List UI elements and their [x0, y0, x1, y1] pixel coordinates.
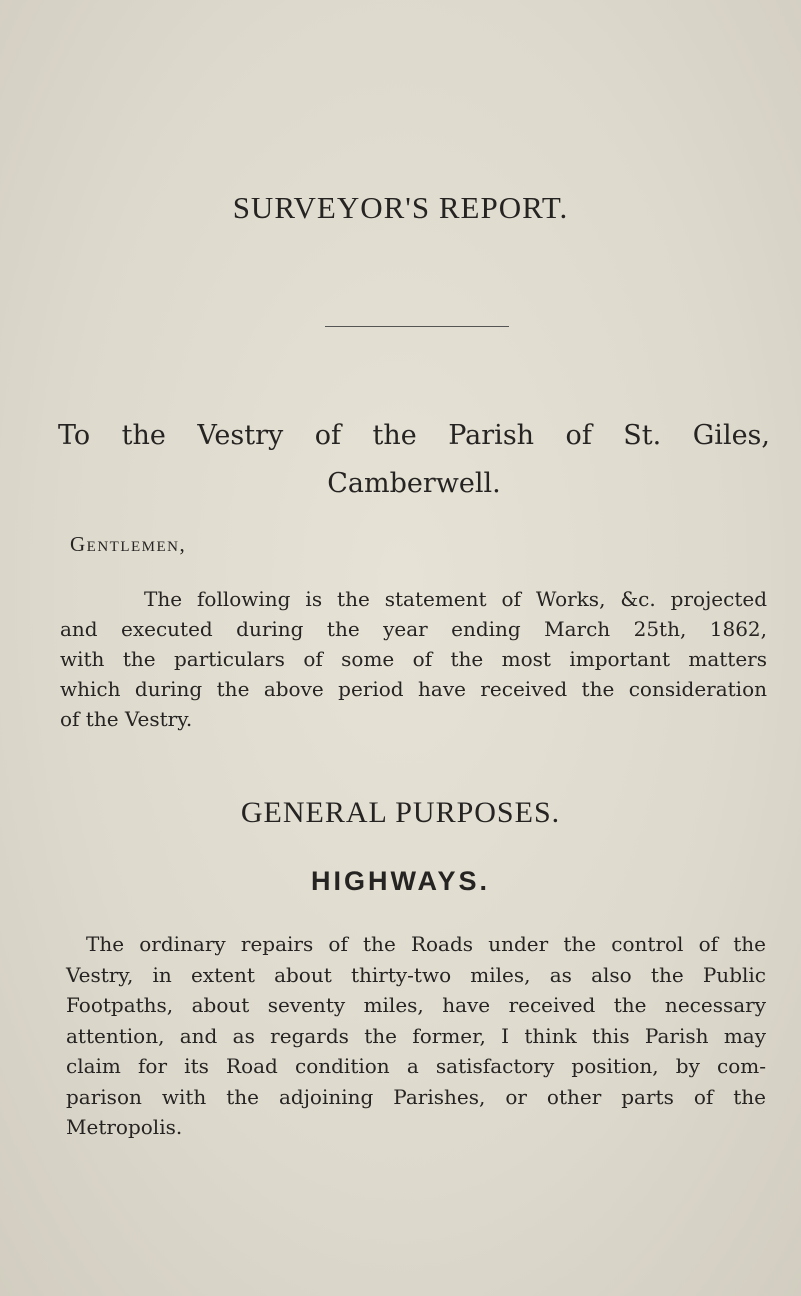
text-line: Footpaths, about seventy miles, have received the necessary: [66, 993, 766, 1017]
address-line: To the Vestry of the Parish of St. Giles,: [58, 420, 770, 451]
text-line: claim for its Road condition a satisfactory position, by com-: [66, 1054, 766, 1078]
address-block: [58, 412, 770, 508]
text-line: of the Vestry.: [60, 707, 193, 731]
text-line: which during the above period have received the consideration: [60, 677, 767, 701]
intro-paragraph: [60, 584, 767, 734]
page-title: SURVEYOR'S REPORT.: [232, 190, 569, 225]
address-line: Camberwell.: [327, 468, 501, 499]
section-title: GENERAL PURPOSES.: [240, 796, 561, 829]
divider-rule: [325, 326, 509, 327]
text-line: The ordinary repairs of the Roads under the control of the: [86, 932, 766, 956]
subsection-title: HIGHWAYS.: [310, 866, 491, 896]
salutation: Gentlemen,: [70, 532, 187, 556]
highways-paragraph: [66, 929, 766, 1143]
text-line: The following is the statement of Works, &c. projected: [144, 587, 767, 611]
text-line: with the particulars of some of the most important matters: [60, 647, 767, 671]
text-line: attention, and as regards the former, I think this Parish may: [66, 1023, 766, 1048]
text-line: parison with the adjoining Parishes, or other parts of the: [66, 1084, 766, 1109]
text-line: and executed during the year ending March 25th, 1862,: [60, 617, 767, 641]
text-line: Vestry, in extent about thirty-two miles, as also the Public: [66, 962, 766, 987]
text-line: Metropolis.: [66, 1115, 183, 1139]
